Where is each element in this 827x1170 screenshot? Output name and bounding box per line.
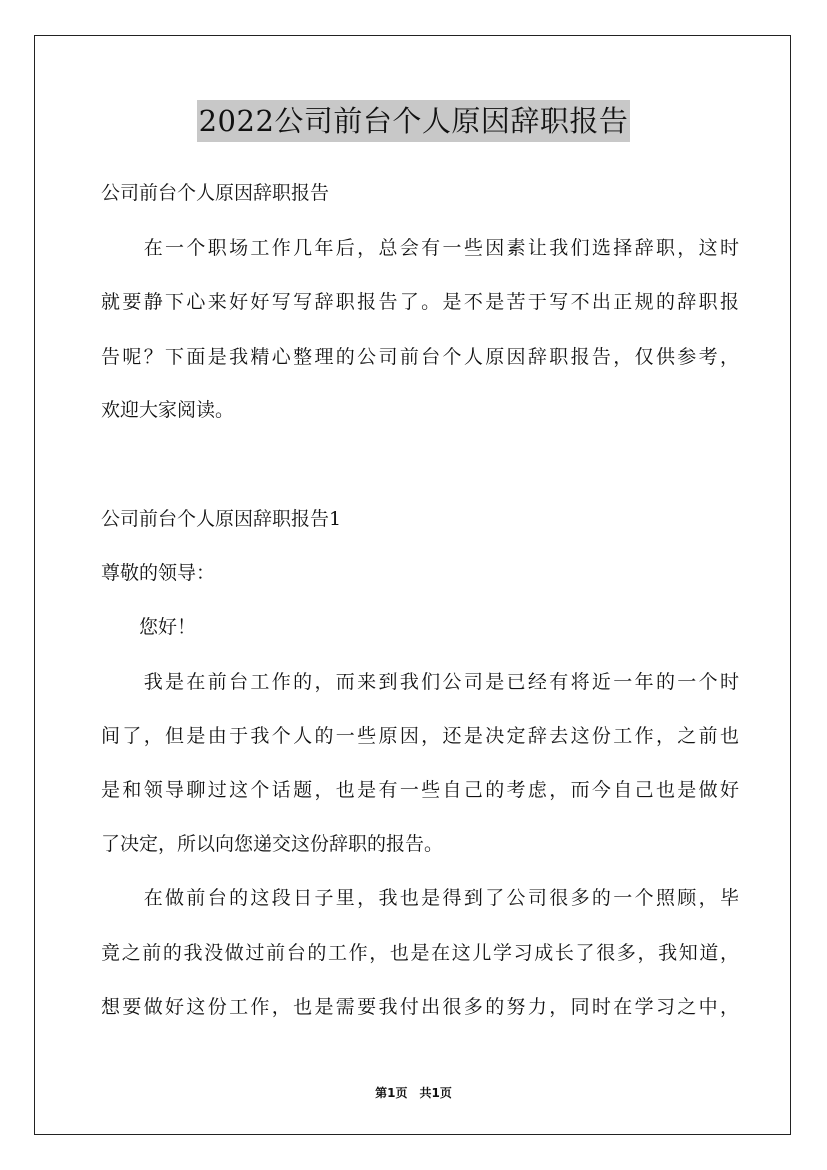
greeting: 您好！: [101, 616, 197, 638]
salutation: 尊敬的领导：: [101, 562, 216, 584]
paragraph-line: 就要静下心来好好写写辞职报告了。是不是苦于写不出正规的辞职报: [101, 291, 739, 313]
title-container: [0, 100, 827, 142]
paragraph-line: 想要做好这份工作，也是需要我付出很多的努力，同时在学习之中，: [101, 996, 739, 1018]
section-heading: 公司前台个人原因辞职报告1: [101, 508, 342, 530]
paragraph-line: 我是在前台工作的，而来到我们公司是已经有将近一年的一个时: [101, 671, 739, 693]
section-heading: 公司前台个人原因辞职报告: [101, 182, 330, 204]
paragraph-line: 欢迎大家阅读。: [101, 399, 235, 421]
paragraph-line: 了决定，所以向您递交这份辞职的报告。: [101, 833, 444, 855]
paragraph-line: 告呢？下面是我精心整理的公司前台个人原因辞职报告，仅供参考，: [101, 346, 739, 368]
page-footer: 第1页 共1页: [375, 1086, 452, 1100]
paragraph-line: 间了，但是由于我个人的一些原因，还是决定辞去这份工作，之前也: [101, 725, 739, 747]
paragraph-line: 是和领导聊过这个话题，也是有一些自己的考虑，而今自己也是做好: [101, 779, 739, 801]
paragraph-line: 竟之前的我没做过前台的工作，也是在这儿学习成长了很多，我知道，: [101, 942, 739, 964]
paragraph-line: 在一个职场工作几年后，总会有一些因素让我们选择辞职，这时: [101, 237, 739, 259]
paragraph-line: 在做前台的这段日子里，我也是得到了公司很多的一个照顾，毕: [101, 887, 739, 909]
document-title: 2022公司前台个人原因辞职报告: [197, 100, 631, 142]
